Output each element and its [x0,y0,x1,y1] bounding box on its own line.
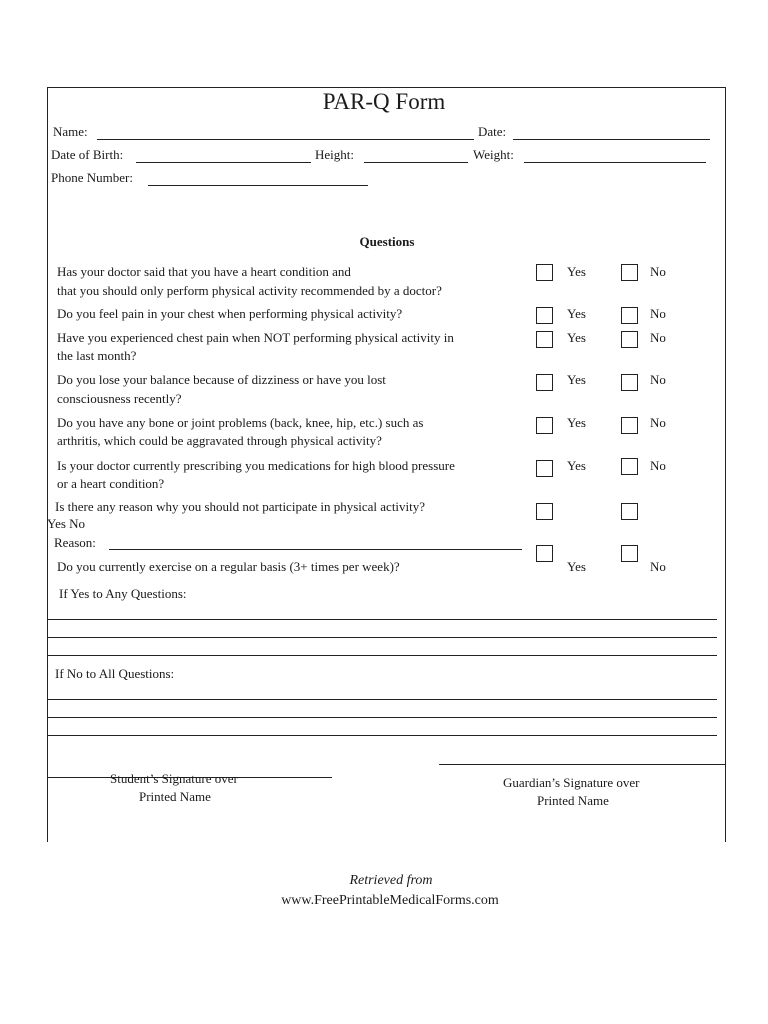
name-label: Name: [53,124,88,139]
question-2-text: Do you feel pain in your chest when performing physical activity? [57,306,403,321]
if-no-line-3[interactable] [47,735,717,736]
student-signature-label-cont: Printed Name [139,789,211,804]
question-8-yes-label: Yes [567,559,586,574]
height-line[interactable] [364,162,468,163]
question-3-yes-label: Yes [567,330,586,345]
question-8-no-checkbox[interactable] [621,545,638,562]
question-2-yes-label: Yes [567,306,586,321]
if-yes-line-2[interactable] [47,637,717,638]
question-4-text-cont: consciousness recently? [57,391,182,406]
question-5-yes-label: Yes [567,415,586,430]
guardian-signature-label-cont: Printed Name [537,793,609,808]
question-1-yes-label: Yes [567,264,586,279]
weight-line[interactable] [524,162,706,163]
question-6-no-label: No [650,458,666,473]
question-3-no-checkbox[interactable] [621,331,638,348]
question-7-no-checkbox[interactable] [621,503,638,520]
guardian-signature-label: Guardian’s Signature over [503,775,640,790]
question-4-yes-label: Yes [567,372,586,387]
question-4-no-checkbox[interactable] [621,374,638,391]
question-3-no-label: No [650,330,666,345]
question-8-no-label: No [650,559,666,574]
question-3-text: Have you experienced chest pain when NOT performing physical activity in [57,330,454,345]
question-1-no-label: No [650,264,666,279]
date-line[interactable] [513,139,710,140]
if-yes-line-1[interactable] [47,619,717,620]
question-6-text: Is your doctor currently prescribing you medications for high blood pressure [57,458,455,473]
question-1-no-checkbox[interactable] [621,264,638,281]
phone-line[interactable] [148,185,368,186]
question-6-yes-label: Yes [567,458,586,473]
dob-label: Date of Birth: [51,147,124,162]
question-5-text-cont: arthritis, which could be aggravated through physical activity? [57,433,382,448]
question-1-yes-checkbox[interactable] [536,264,553,281]
question-8-text: Do you currently exercise on a regular basis (3+ times per week)? [57,559,400,574]
form-border-right [725,87,726,842]
question-5-no-label: No [650,415,666,430]
question-2-no-checkbox[interactable] [621,307,638,324]
questions-heading: Questions [359,234,415,249]
phone-label: Phone Number: [51,170,133,185]
question-2-yes-checkbox[interactable] [536,307,553,324]
question-4-text: Do you lose your balance because of dizziness or have you lost [57,372,386,387]
if-no-line-1[interactable] [47,699,717,700]
reason-line[interactable] [109,549,522,550]
date-label: Date: [478,124,507,139]
dob-line[interactable] [136,162,311,163]
student-signature-label: Student’s Signature over [110,771,238,786]
page-title: PAR-Q Form [322,89,446,114]
footer-url: www.FreePrintableMedicalForms.com [281,893,499,908]
form-border-top [47,87,725,88]
question-4-no-label: No [650,372,666,387]
guardian-signature-line[interactable] [439,764,725,765]
height-label: Height: [315,147,354,162]
if-yes-label: If Yes to Any Questions: [59,586,187,601]
question-5-no-checkbox[interactable] [621,417,638,434]
question-5-text: Do you have any bone or joint problems (back, knee, hip, etc.) such as [57,415,424,430]
form-border-left [47,87,48,842]
question-5-yes-checkbox[interactable] [536,417,553,434]
question-6-no-checkbox[interactable] [621,458,638,475]
question-3-yes-checkbox[interactable] [536,331,553,348]
if-no-label: If No to All Questions: [55,666,175,681]
footer-retrieved: Retrieved from [349,873,433,888]
question-4-yes-checkbox[interactable] [536,374,553,391]
question-1-text-cont: that you should only perform physical activity recommended by a doctor? [57,283,442,298]
question-6-text-cont: or a heart condition? [57,476,165,491]
question-7-text: Is there any reason why you should not participate in physical activity? [55,499,426,514]
question-8-yes-checkbox[interactable] [536,545,553,562]
if-yes-line-3[interactable] [47,655,717,656]
name-line[interactable] [97,139,474,140]
question-7-yes-checkbox[interactable] [536,503,553,520]
if-no-line-2[interactable] [47,717,717,718]
question-1-text: Has your doctor said that you have a heart condition and [57,264,351,279]
reason-label: Reason: [54,535,96,550]
question-3-text-cont: the last month? [57,348,137,363]
question-2-no-label: No [650,306,666,321]
weight-label: Weight: [473,147,514,162]
stray-yes-no-text: Yes No [47,516,86,531]
question-6-yes-checkbox[interactable] [536,460,553,477]
